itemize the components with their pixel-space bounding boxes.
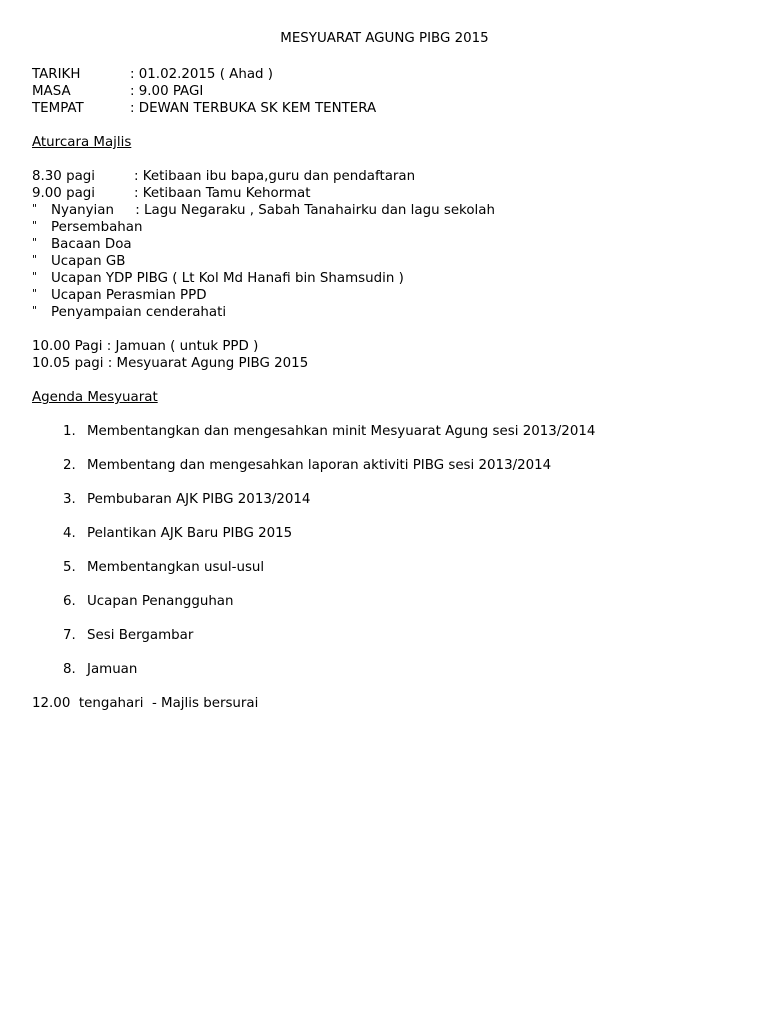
ditto-row	[32, 202, 732, 219]
agenda-number: 8.	[63, 662, 76, 677]
agenda-text: Membentangkan dan mengesahkan minit Mesyuarat Agung sesi 2013/2014	[87, 424, 596, 439]
agenda-heading: Agenda Mesyuarat	[32, 390, 158, 405]
agenda-text: Membentang dan mengesahkan laporan aktiviti PIBG sesi 2013/2014	[87, 458, 552, 473]
info-label: TARIKH	[32, 67, 81, 82]
info-label: TEMPAT	[32, 101, 84, 116]
schedule-text: : Ketibaan Tamu Kehormat	[134, 186, 311, 201]
schedule-time: 8.30 pagi	[32, 169, 95, 184]
agenda-text: Ucapan Penangguhan	[87, 594, 234, 609]
agenda-number: 5.	[63, 560, 76, 575]
ditto-item: Ucapan GB	[51, 254, 126, 269]
ditto-mark: "	[32, 236, 38, 249]
ditto-item: Penyampaian cenderahati	[51, 305, 227, 320]
agenda-item	[63, 593, 732, 610]
info-value: : 9.00 PAGI	[130, 84, 204, 99]
schedule-time: 9.00 pagi	[32, 186, 95, 201]
schedule-later-row: 10.05 pagi : Mesyuarat Agung PIBG 2015	[32, 356, 309, 371]
info-row-venue	[32, 100, 732, 117]
agenda-item	[63, 457, 732, 474]
ditto-item: Persembahan	[51, 220, 143, 235]
ditto-item: Ucapan YDP PIBG ( Lt Kol Md Hanafi bin Shamsudin )	[51, 271, 404, 286]
ditto-item: Bacaan Doa	[51, 237, 132, 252]
ditto-row	[32, 287, 732, 304]
agenda-text: Pelantikan AJK Baru PIBG 2015	[87, 526, 293, 541]
ditto-mark: "	[32, 287, 38, 300]
agenda-number: 2.	[63, 458, 76, 473]
ditto-row	[32, 270, 732, 287]
schedule-row	[32, 185, 732, 202]
agenda-item	[63, 423, 732, 440]
agenda-item	[63, 491, 732, 508]
document-title: MESYUARAT AGUNG PIBG 2015	[280, 31, 489, 46]
agenda-text: Membentangkan usul-usul	[87, 560, 265, 575]
info-value: : 01.02.2015 ( Ahad )	[130, 67, 274, 82]
agenda-item	[63, 559, 732, 576]
ditto-row	[32, 304, 732, 321]
ditto-mark: "	[32, 270, 38, 283]
schedule-text: : Ketibaan ibu bapa,guru dan pendaftaran	[134, 169, 416, 184]
ditto-mark: "	[32, 253, 38, 266]
ditto-row	[32, 219, 732, 236]
programme-heading: Aturcara Majlis	[32, 135, 132, 150]
agenda-number: 4.	[63, 526, 76, 541]
ditto-mark: "	[32, 219, 38, 232]
agenda-text: Jamuan	[87, 662, 138, 677]
ditto-mark: "	[32, 304, 38, 317]
ditto-row	[32, 253, 732, 270]
agenda-item	[63, 627, 732, 644]
document-page	[32, 30, 732, 712]
agenda-item	[63, 661, 732, 678]
ditto-item: Ucapan Perasmian PPD	[51, 288, 207, 303]
info-row-date	[32, 66, 732, 83]
ditto-row	[32, 236, 732, 253]
meeting-info	[32, 66, 732, 117]
schedule-later-row: 10.00 Pagi : Jamuan ( untuk PPD )	[32, 339, 259, 354]
ditto-item: Nyanyian : Lagu Negaraku , Sabah Tanahairku dan lagu sekolah	[51, 203, 495, 218]
agenda-text: Sesi Bergambar	[87, 628, 194, 643]
info-value: : DEWAN TERBUKA SK KEM TENTERA	[130, 101, 377, 116]
ditto-mark: "	[32, 202, 38, 215]
closing-line: 12.00 tengahari - Majlis bersurai	[32, 696, 259, 711]
agenda-number: 7.	[63, 628, 76, 643]
programme-schedule	[32, 168, 732, 372]
agenda-item	[63, 525, 732, 542]
agenda-list	[32, 423, 732, 678]
agenda-number: 3.	[63, 492, 76, 507]
agenda-text: Pembubaran AJK PIBG 2013/2014	[87, 492, 311, 507]
info-row-time	[32, 83, 732, 100]
agenda-number: 6.	[63, 594, 76, 609]
info-label: MASA	[32, 84, 71, 99]
schedule-row	[32, 168, 732, 185]
agenda-number: 1.	[63, 424, 76, 439]
